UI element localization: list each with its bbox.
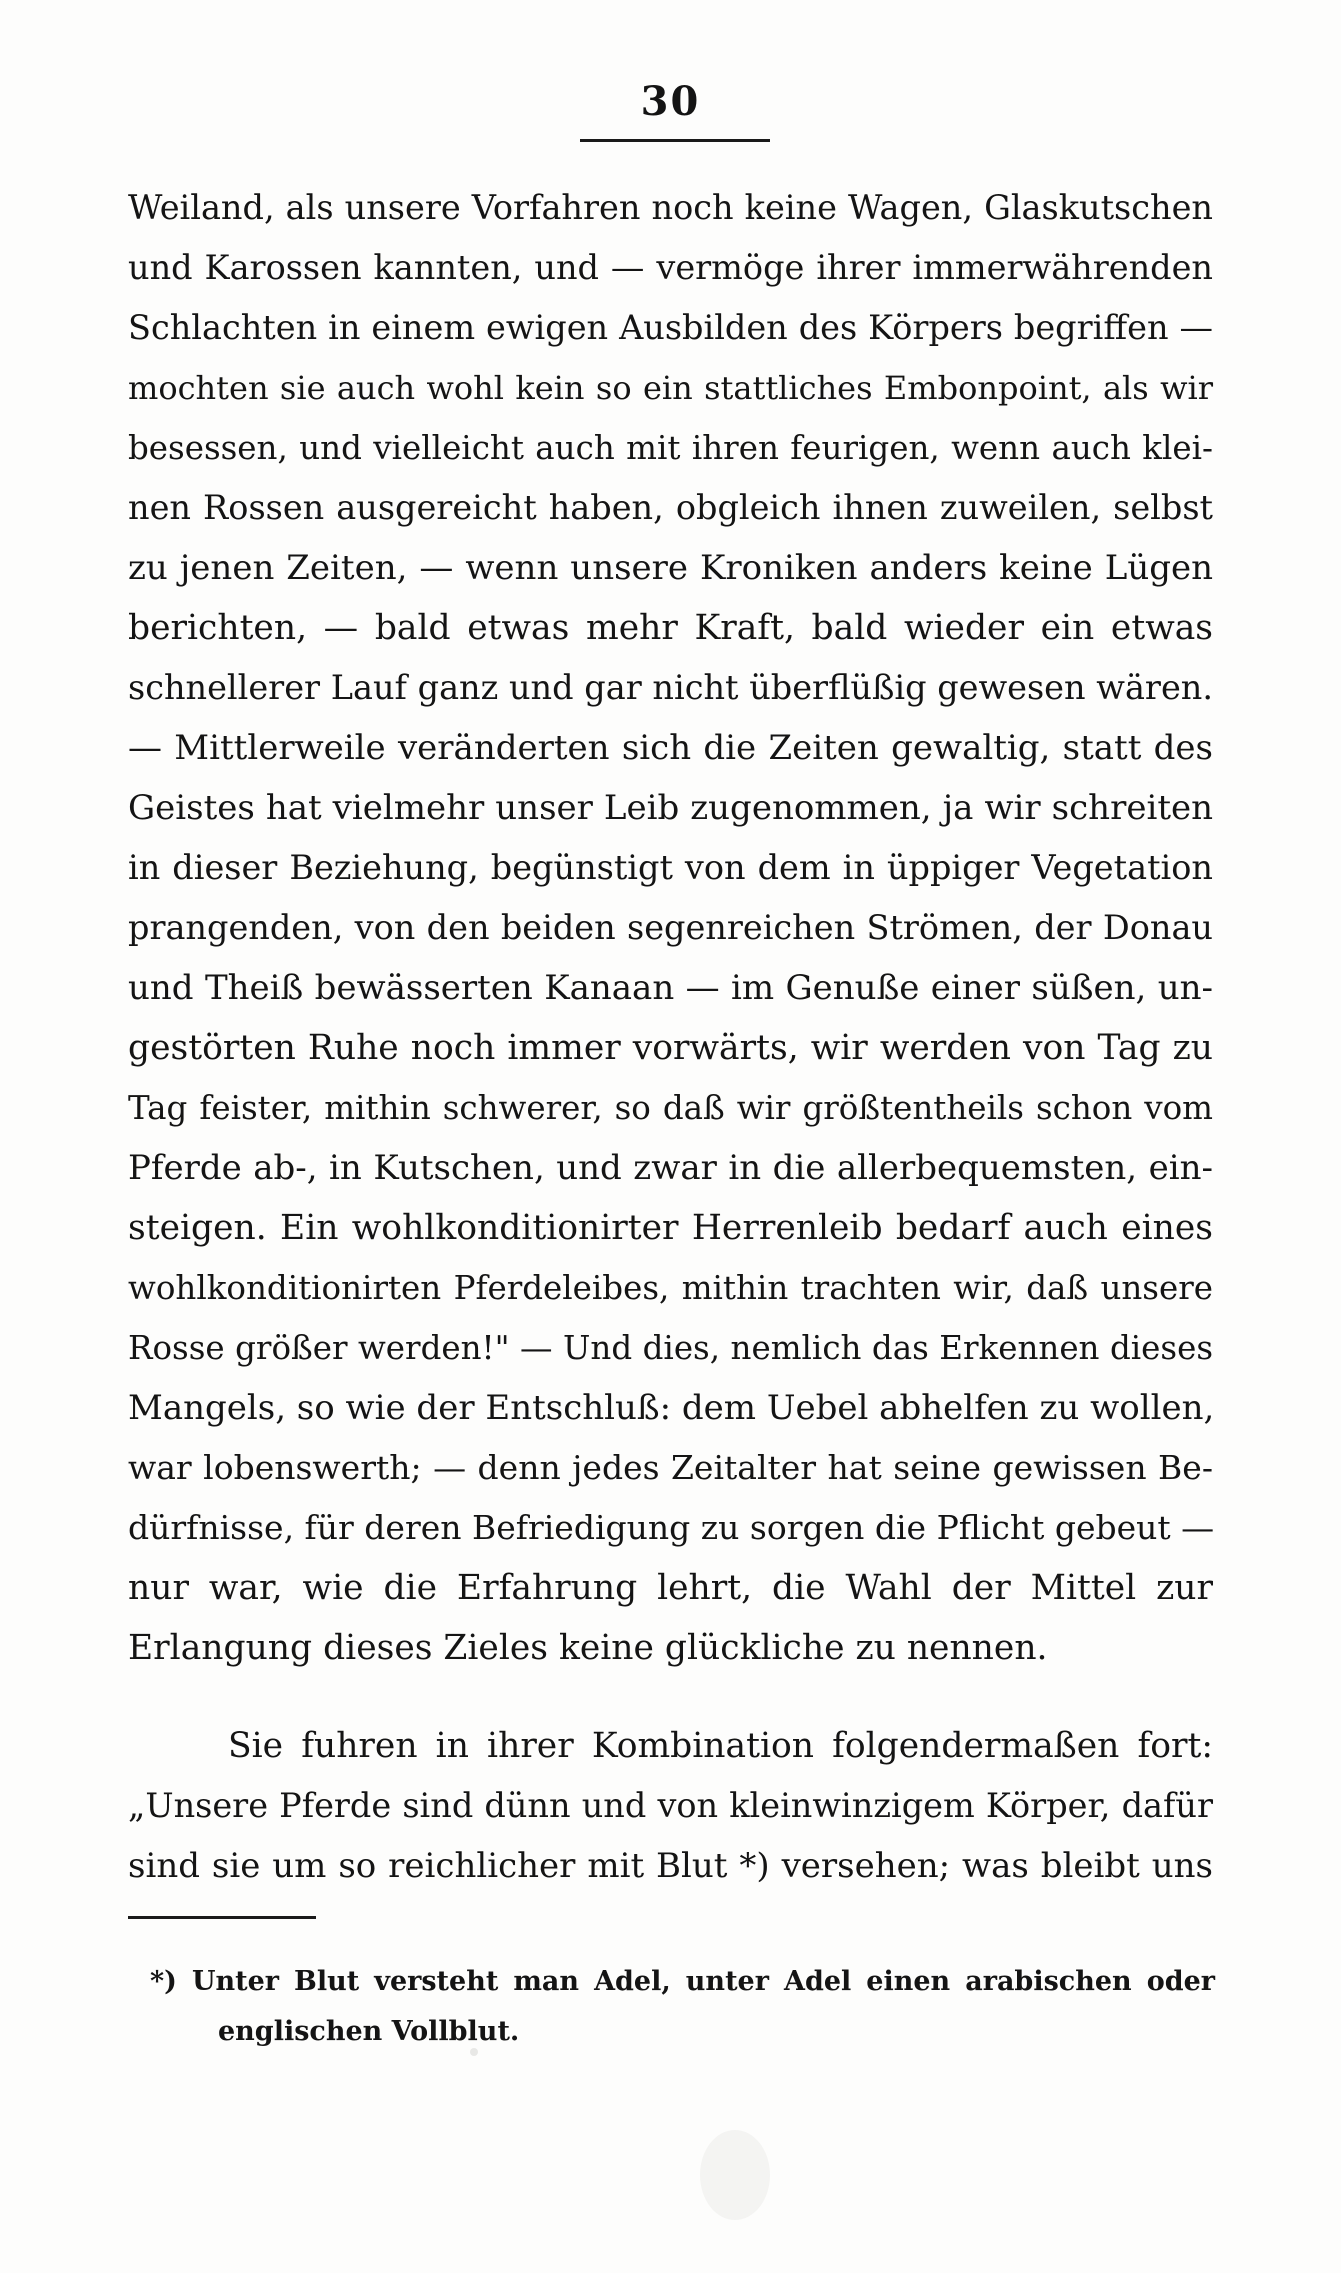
text-line: Erlangung dieses Zieles keine glückliche zu nennen. <box>128 1628 1048 1668</box>
text-line: berichten, — bald etwas mehr Kraft, bald wieder ein etwas <box>128 608 1213 648</box>
text-line: war lobenswerth; — denn jedes Zeitalter hat seine gewissen Be- <box>128 1448 1213 1487</box>
text-line: nur war, wie die Erfahrung lehrt, die Wahl der Mittel zur <box>128 1568 1213 1608</box>
text-line: zu jenen Zeiten, — wenn unsere Kroniken anders keine Lügen <box>128 548 1213 588</box>
text-line: nen Rossen ausgereicht haben, obgleich ihnen zuweilen, selbst <box>128 488 1213 527</box>
text-line: Weiland, als unsere Vorfahren noch keine Wagen, Glaskutschen <box>128 188 1213 227</box>
text-line: gestörten Ruhe noch immer vorwärts, wir werden von Tag zu <box>128 1028 1213 1068</box>
text-line: und Karossen kannten, und — vermöge ihrer immerwährenden <box>128 248 1213 287</box>
text-line: in dieser Beziehung, begünstigt von dem in üppiger Vegetation <box>128 848 1213 887</box>
page-number: 30 <box>640 78 701 125</box>
text-line: Sie fuhren in ihrer Kombination folgendermaßen fort: <box>228 1726 1213 1766</box>
text-line: „Unsere Pferde sind dünn und von kleinwinzigem Körper, dafür <box>128 1786 1213 1825</box>
text-line: wohlkonditionirten Pferdeleibes, mithin trachten wir, daß unsere <box>128 1269 1213 1307</box>
text-line: — Mittlerweile veränderten sich die Zeiten gewaltig, statt des <box>128 728 1213 768</box>
footnote <box>150 1957 1215 2057</box>
text-line: Pferde ab-, in Kutschen, und zwar in die allerbequemsten, ein- <box>128 1148 1213 1188</box>
footnote-rule <box>128 1916 316 1919</box>
paper-speck <box>700 2130 770 2220</box>
text-line: schnellerer Lauf ganz und gar nicht überflüßig gewesen wären. <box>128 668 1213 707</box>
body-text <box>128 178 1213 1896</box>
paper-speck <box>470 2048 478 2056</box>
text-line: steigen. Ein wohlkonditionirter Herrenleib bedarf auch eines <box>128 1208 1213 1248</box>
text-line: mochten sie auch wohl kein so ein stattliches Embonpoint, als wir <box>128 369 1213 407</box>
text-line: besessen, und vielleicht auch mit ihren feurigen, wenn auch klei- <box>128 429 1213 467</box>
text-line: Tag feister, mithin schwerer, so daß wir größtentheils schon vom <box>128 1089 1213 1127</box>
text-line: prangenden, von den beiden segenreichen Strömen, der Donau <box>128 908 1213 947</box>
footnote-line: *) Unter Blut versteht man Adel, unter Adel einen arabischen oder <box>150 1966 1215 1997</box>
text-line: Geistes hat vielmehr unser Leib zugenommen, ja wir schreiten <box>128 788 1213 828</box>
paragraph-gap <box>128 1678 1213 1716</box>
footnote-line: englischen Vollblut. <box>218 2016 520 2047</box>
text-line: Mangels, so wie der Entschluß: dem Uebel abhelfen zu wollen, <box>128 1388 1215 1428</box>
page-number-rule <box>580 139 770 142</box>
text-line: sind sie um so reichlicher mit Blut *) versehen; was bleibt uns <box>128 1846 1213 1886</box>
text-line: Rosse größer werden!" — Und dies, nemlich das Erkennen dieses <box>128 1329 1213 1367</box>
text-line: und Theiß bewässerten Kanaan — im Genuße einer süßen, un- <box>128 968 1213 1008</box>
text-line: dürfnisse, für deren Befriedigung zu sorgen die Pflicht gebeut — <box>128 1508 1215 1547</box>
text-line: Schlachten in einem ewigen Ausbilden des Körpers begriffen — <box>128 308 1213 347</box>
